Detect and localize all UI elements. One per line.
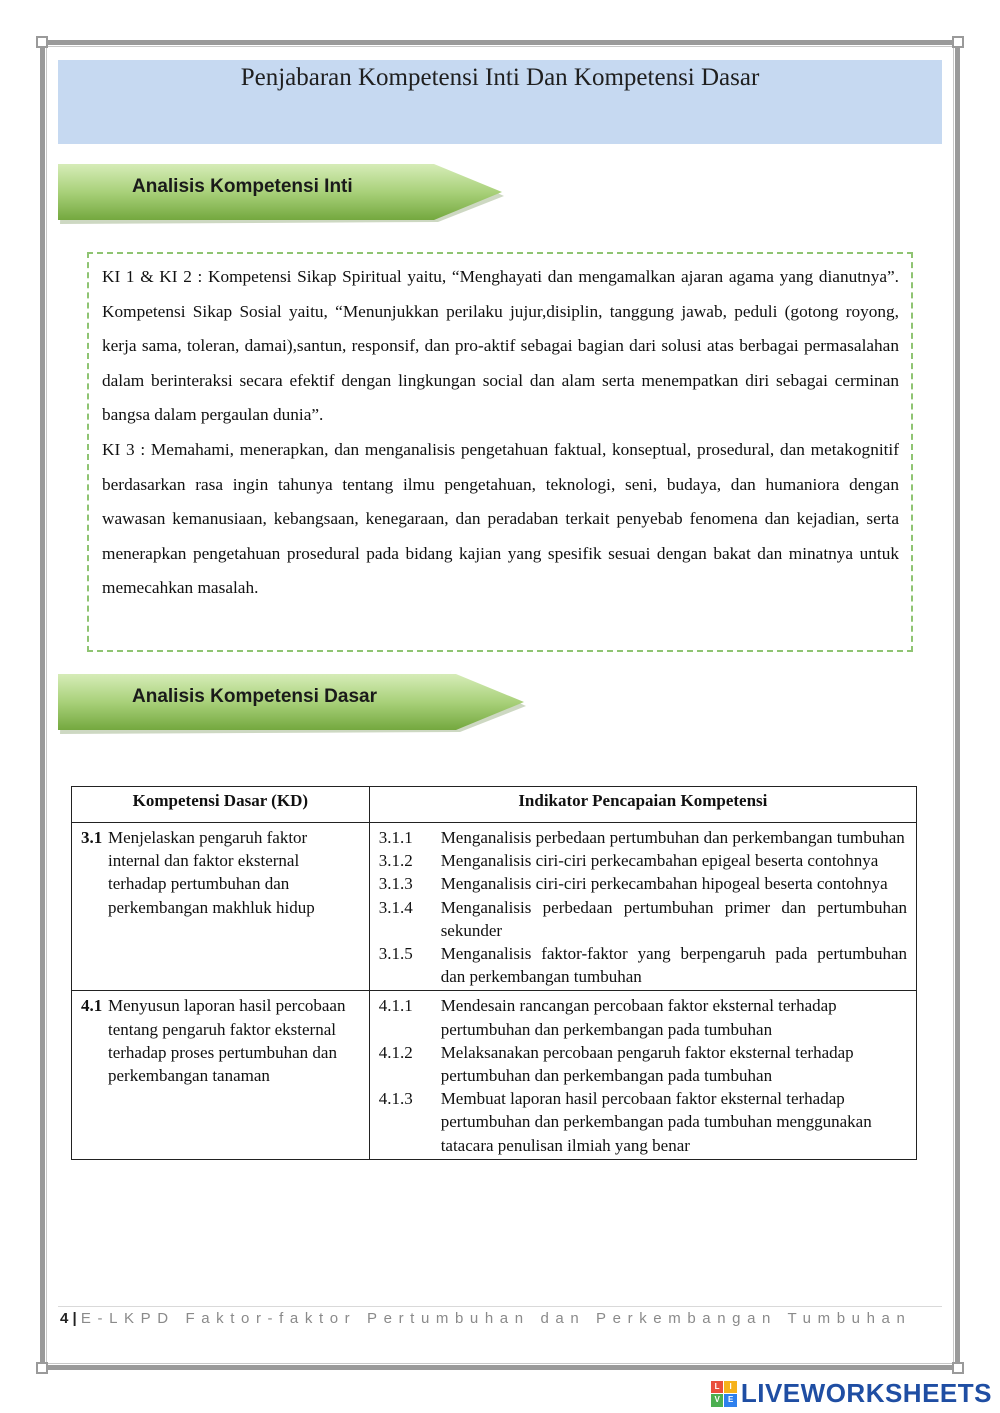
- page-number: 4 |: [60, 1310, 77, 1327]
- kd-text: Menjelaskan pengaruh faktor internal dan faktor eksternal terhadap pertumbuhan dan perkembangan makhluk hidup: [108, 828, 315, 917]
- section-header-ki: [58, 164, 508, 224]
- indicator-cell: [369, 991, 916, 1159]
- watermark-text: LIVEWORKSHEETS: [740, 1378, 992, 1408]
- indicator-text: Menganalisis perbedaan pertumbuhan primer dan pertumbuhan sekunder: [440, 897, 907, 940]
- indicator-text: Menganalisis perbedaan pertumbuhan dan perkembangan tumbuhan: [440, 828, 905, 847]
- indicator-item: [379, 1087, 907, 1157]
- page-footer: [60, 1310, 911, 1327]
- indicator-item: [379, 896, 907, 942]
- indicator-number: 3.1.4: [378, 897, 413, 917]
- footer-title: E-LKPD Faktor-faktor Pertumbuhan dan Perkembangan Tumbuhan: [80, 1310, 912, 1327]
- frame-corner-top-left: [36, 36, 48, 48]
- indicator-item: [379, 826, 907, 849]
- section-label-kd: Analisis Kompetensi Dasar: [132, 686, 377, 707]
- section-header-kd: [58, 674, 530, 734]
- ki-paragraph-2: KI 3 : Memahami, menerapkan, dan menganalisis pengetahuan faktual, konseptual, prosedural, dan metakognitif berdasarkan rasa ingin tahunya tentang ilmu pengetahuan, teknologi, seni, budaya, dan humaniora dengan wawasan kemanusiaan, kebangsaan, kenegaraan, dan peradaban terkait penyebab fenomena dan kejadian, serta menerapkan pengetahuan prosedural pada bidang kajian yang spesifik sesuai dengan bakat dan minatnya untuk memecahkan masalah.: [102, 439, 899, 598]
- indicator-text: Melaksanakan percobaan pengaruh faktor eksternal terhadap pertumbuhan dan perkembangan pada tumbuhan: [440, 1042, 854, 1086]
- page-title: Penjabaran Kompetensi Inti Dan Kompetensi Dasar: [240, 64, 760, 91]
- indicator-item: [379, 942, 907, 988]
- indicator-number: 4.1.3: [378, 1089, 413, 1109]
- logo-letter: E: [724, 1394, 737, 1407]
- kd-table: [71, 786, 917, 1160]
- kd-text: Menyusun laporan hasil percobaan tentang pengaruh faktor eksternal terhadap proses pertumbuhan dan perkembangan tanaman: [108, 996, 346, 1086]
- header-kd: Kompetensi Dasar (KD): [72, 787, 370, 823]
- indicator-text: Membuat laporan hasil percobaan faktor eksternal terhadap pertumbuhan dan perkembangan pada tumbuhan menggunakan tatacara penulisan ilmiah yang benar: [440, 1089, 872, 1155]
- indicator-text: Menganalisis ciri-ciri perkecambahan epigeal beserta contohnya: [440, 851, 879, 871]
- table-row: [72, 991, 917, 1159]
- indicator-item: [379, 872, 907, 895]
- table-header-row: [72, 787, 917, 823]
- indicator-number: 4.1.2: [378, 1042, 413, 1062]
- indicator-item: [379, 994, 907, 1040]
- indicator-number: 4.1.1: [378, 996, 413, 1016]
- section-label-ki: Analisis Kompetensi Inti: [132, 176, 353, 197]
- indicator-text: Mendesain rancangan percobaan faktor eksternal terhadap pertumbuhan dan perkembangan pada tumbuhan: [440, 996, 837, 1039]
- frame-corner-bottom-left: [36, 1362, 48, 1374]
- logo-letter: I: [724, 1381, 737, 1394]
- indicator-text: Menganalisis faktor-faktor yang berpengaruh pada pertumbuhan dan perkembangan tumbuhan: [440, 944, 907, 987]
- table-row: [72, 823, 917, 991]
- indicator-text: Menganalisis ciri-ciri perkecambahan hipogeal beserta contohnya: [440, 874, 888, 894]
- kd-number: 4.1: [81, 996, 103, 1016]
- indicator-number: 3.1.3: [378, 874, 413, 894]
- ki-box: [87, 252, 913, 652]
- frame-corner-top-right: [952, 36, 964, 48]
- indicator-number: 3.1.2: [378, 851, 413, 871]
- logo-letter: V: [711, 1394, 724, 1407]
- indicator-cell: [369, 823, 916, 991]
- frame-corner-bottom-right: [952, 1362, 964, 1374]
- footer-divider: [58, 1306, 942, 1307]
- logo-letter: L: [711, 1381, 724, 1394]
- title-banner: [58, 60, 942, 144]
- kd-cell: [72, 991, 370, 1159]
- liveworksheets-logo-icon: [711, 1381, 737, 1407]
- indicator-number: 3.1.5: [378, 944, 413, 964]
- indicator-item: [379, 849, 907, 872]
- indicator-item: [379, 1041, 907, 1087]
- kd-cell: [72, 823, 370, 991]
- liveworksheets-watermark[interactable]: [711, 1378, 992, 1409]
- header-indikator: Indikator Pencapaian Kompetensi: [369, 787, 916, 823]
- ki-paragraph-1: KI 1 & KI 2 : Kompetensi Sikap Spiritual yaitu, “Menghayati dan mengamalkan ajaran agama yang dianutnya”. Kompetensi Sikap Sosial yaitu, “Menunjukkan perilaku jujur,disiplin, tanggung jawab, peduli (gotong royong, kerja sama, toleran, damai),santun, responsif, dan pro-aktif sebagai bagian dari solusi atas berbagai permasalahan dalam berinteraksi secara efektif dengan lingkungan social dan alam serta menempatkan diri sebagai cerminan bangsa dalam pergaulan dunia”.: [102, 267, 899, 425]
- kd-number: 3.1: [81, 828, 103, 847]
- indicator-number: 3.1.1: [378, 828, 413, 847]
